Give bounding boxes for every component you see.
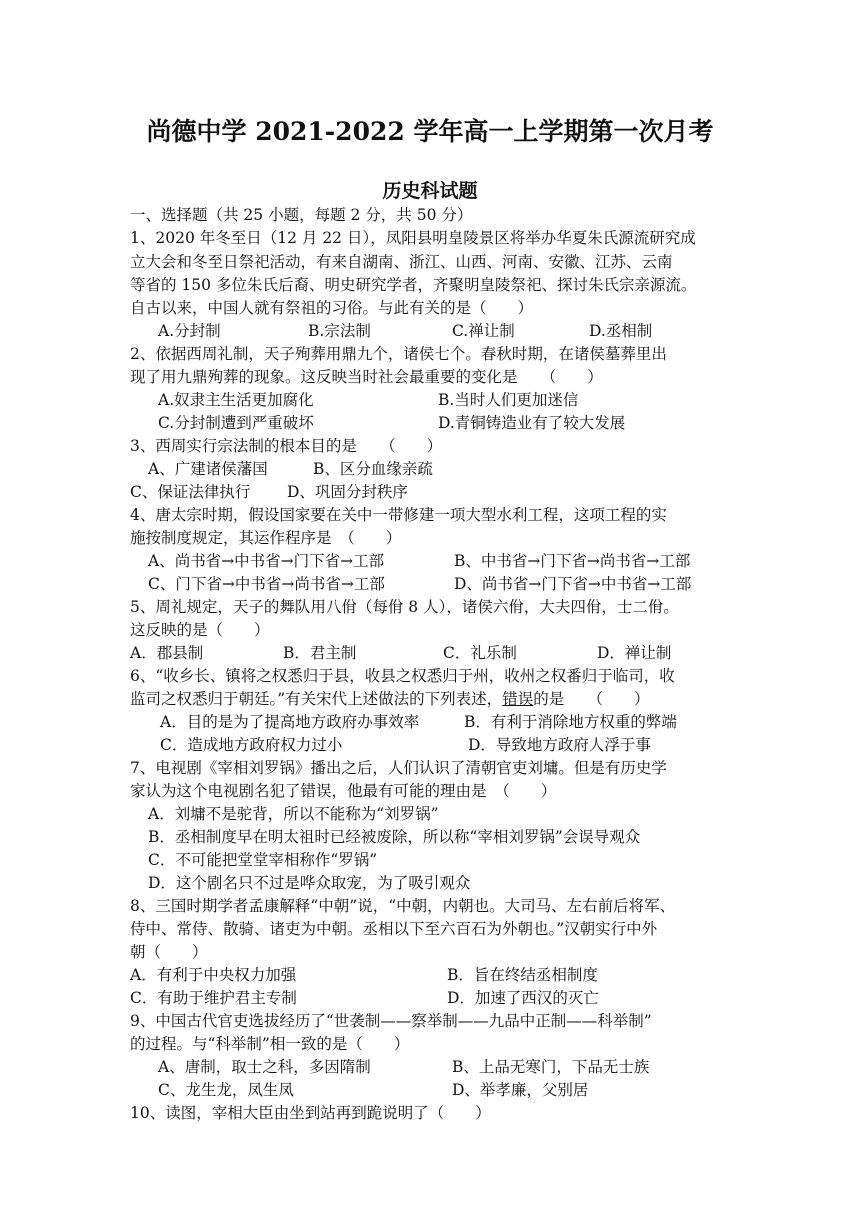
question-1-option-b: B.宗法制 bbox=[308, 322, 371, 340]
question-3-option-d: D、巩固分封秩序 bbox=[287, 483, 408, 501]
question-1-line: 立大会和冬至日祭祀活动，有来自湖南、浙江、山西、河南、安徽、江苏、云南 bbox=[130, 253, 673, 271]
question-10-line: 10、读图，宰相大臣由坐到站再到跪说明了（ ） bbox=[130, 1104, 491, 1122]
question-2-option-b: B.当时人们更加迷信 bbox=[438, 391, 579, 409]
question-4-option-a: A、尚书省→中书省→门下省→工部 bbox=[148, 552, 385, 570]
question-8-option-c: C．有助于维护君主专制 bbox=[130, 989, 297, 1007]
question-5-option-d: D．禅让制 bbox=[597, 644, 672, 662]
question-8-line: 侍中、常侍、散骑、诸吏为中朝。丞相以下至六百石为外朝也。”汉朝实行中外 bbox=[130, 920, 658, 938]
question-7-option-a: A．刘墉不是驼背，所以不能称为“刘罗锅” bbox=[148, 805, 439, 823]
question-7-line: 7、电视剧《宰相刘罗锅》播出之后，人们认识了清朝官吏刘墉。但是有历史学 bbox=[130, 759, 667, 777]
section-heading: 一、选择题（共 25 小题，每题 2 分，共 50 分） bbox=[130, 206, 473, 224]
question-9-option-b: B、上品无寒门，下品无士族 bbox=[452, 1058, 650, 1076]
question-3-line: 3、西周实行宗法制的根本目的是 （ ） bbox=[130, 437, 443, 455]
question-6-text: 监司之权悉归于朝廷。”有关宋代上述做法的下列表述， bbox=[130, 690, 503, 708]
question-1-option-a: A.分封制 bbox=[158, 322, 221, 340]
question-6-option-a: A．目的是为了提高地方政府办事效率 bbox=[160, 713, 420, 731]
question-9-line: 的过程。与“科举制”相一致的是（ ） bbox=[130, 1035, 410, 1053]
question-8-option-b: B．旨在终结丞相制度 bbox=[447, 966, 598, 984]
question-9-option-c: C、龙生龙，凤生凤 bbox=[158, 1081, 294, 1099]
exam-subtitle: 历史科试题 bbox=[382, 180, 478, 202]
question-8-line: 8、三国时期学者孟康解释“中朝”说，“中朝，内朝也。大司马、左右前后将军、 bbox=[130, 897, 676, 915]
question-8-option-d: D．加速了西汉的灭亡 bbox=[447, 989, 599, 1007]
question-5-option-b: B．君主制 bbox=[283, 644, 357, 662]
question-1-option-c: C.禅让制 bbox=[452, 322, 515, 340]
question-6-option-c: C．造成地方政府权力过小 bbox=[160, 736, 343, 754]
question-6-emphasis: 错误 bbox=[502, 690, 534, 708]
question-6-line bbox=[130, 689, 649, 709]
question-7-option-d: D．这个剧名只不过是哗众取宠，为了吸引观众 bbox=[148, 874, 471, 892]
question-1-line: 自古以来，中国人就有祭祖的习俗。与此有关的是（ ） bbox=[130, 299, 534, 317]
question-6-option-b: B．有利于消除地方权重的弊端 bbox=[464, 713, 677, 731]
question-3-option-a: A、广建诸侯藩国 bbox=[148, 460, 268, 478]
exam-title: 尚德中学 2021-2022 学年高一上学期第一次月考 bbox=[146, 117, 714, 146]
question-9-option-d: D、举孝廉，父别居 bbox=[452, 1081, 589, 1099]
question-5-line: 这反映的是（ ） bbox=[130, 621, 270, 639]
question-7-option-b: B．丞相制度早在明太祖时已经被废除，所以称“宰相刘罗锅”会误导观众 bbox=[148, 828, 641, 846]
question-4-option-b: B、中书省→门下省→尚书省→工部 bbox=[454, 552, 691, 570]
question-4-option-d: D、尚书省→门下省→中书省→工部 bbox=[454, 575, 692, 593]
question-1-line: 等省的 150 多位朱氏后裔、明史研究学者，齐聚明皇陵祭祀、探讨朱氏宗亲源流。 bbox=[130, 276, 697, 294]
question-3-option-b: B、区分血缘亲疏 bbox=[313, 460, 433, 478]
question-1-option-d: D.丞相制 bbox=[589, 322, 653, 340]
question-2-line: 2、依据西周礼制，天子殉葬用鼎九个，诸侯七个。春秋时期，在诸侯墓葬里出 bbox=[130, 345, 667, 363]
question-4-line: 施按制度规定，其运作程序是 （ ） bbox=[130, 529, 402, 547]
question-7-option-c: C．不可能把堂堂宰相称作“罗锅” bbox=[148, 851, 378, 869]
question-9-line: 9、中国古代官吏选拔经历了“世袭制——察举制——九品中正制——科举制” bbox=[130, 1012, 652, 1030]
question-2-option-c: C.分封制遭到严重破坏 bbox=[158, 414, 314, 432]
question-4-line: 4、唐太宗时期，假设国家要在关中一带修建一项大型水利工程，这项工程的实 bbox=[130, 506, 667, 524]
question-2-option-d: D.青铜铸造业有了较大发展 bbox=[438, 414, 626, 432]
question-6-line: 6、“收乡长、镇将之权悉归于县，收县之权悉归于州，收州之权番归于临司，收 bbox=[130, 667, 675, 685]
question-2-option-a: A.奴隶主生活更加腐化 bbox=[158, 391, 314, 409]
question-4-option-c: C、门下省→中书省→尚书省→工部 bbox=[148, 575, 385, 593]
question-8-line: 朝（ ） bbox=[130, 943, 208, 961]
question-2-line: 现了用九鼎殉葬的现象。这反映当时社会最重要的变化是 （ ） bbox=[130, 368, 603, 386]
question-5-option-a: A．郡县制 bbox=[130, 644, 204, 662]
question-9-option-a: A、唐制，取士之科，多因隋制 bbox=[158, 1058, 371, 1076]
question-7-line: 家认为这个电视剧名犯了错误，他最有可能的理由是 （ ） bbox=[130, 782, 557, 800]
question-5-option-c: C．礼乐制 bbox=[443, 644, 517, 662]
question-3-option-c: C、保证法律执行 bbox=[130, 483, 251, 501]
question-6-option-d: D．导致地方政府人浮于事 bbox=[468, 736, 651, 754]
question-5-line: 5、周礼规定，天子的舞队用八佾（每佾 8 人），诸侯六佾，大夫四佾，士二佾。 bbox=[130, 598, 679, 616]
question-1-line: 1、2020 年冬至日（12 月 22 日），凤阳县明皇陵景区将举办华夏朱氏源流研究成 bbox=[130, 229, 696, 247]
question-8-option-a: A．有利于中央权力加强 bbox=[130, 966, 297, 984]
question-6-text: 的是 （ ） bbox=[533, 690, 650, 708]
